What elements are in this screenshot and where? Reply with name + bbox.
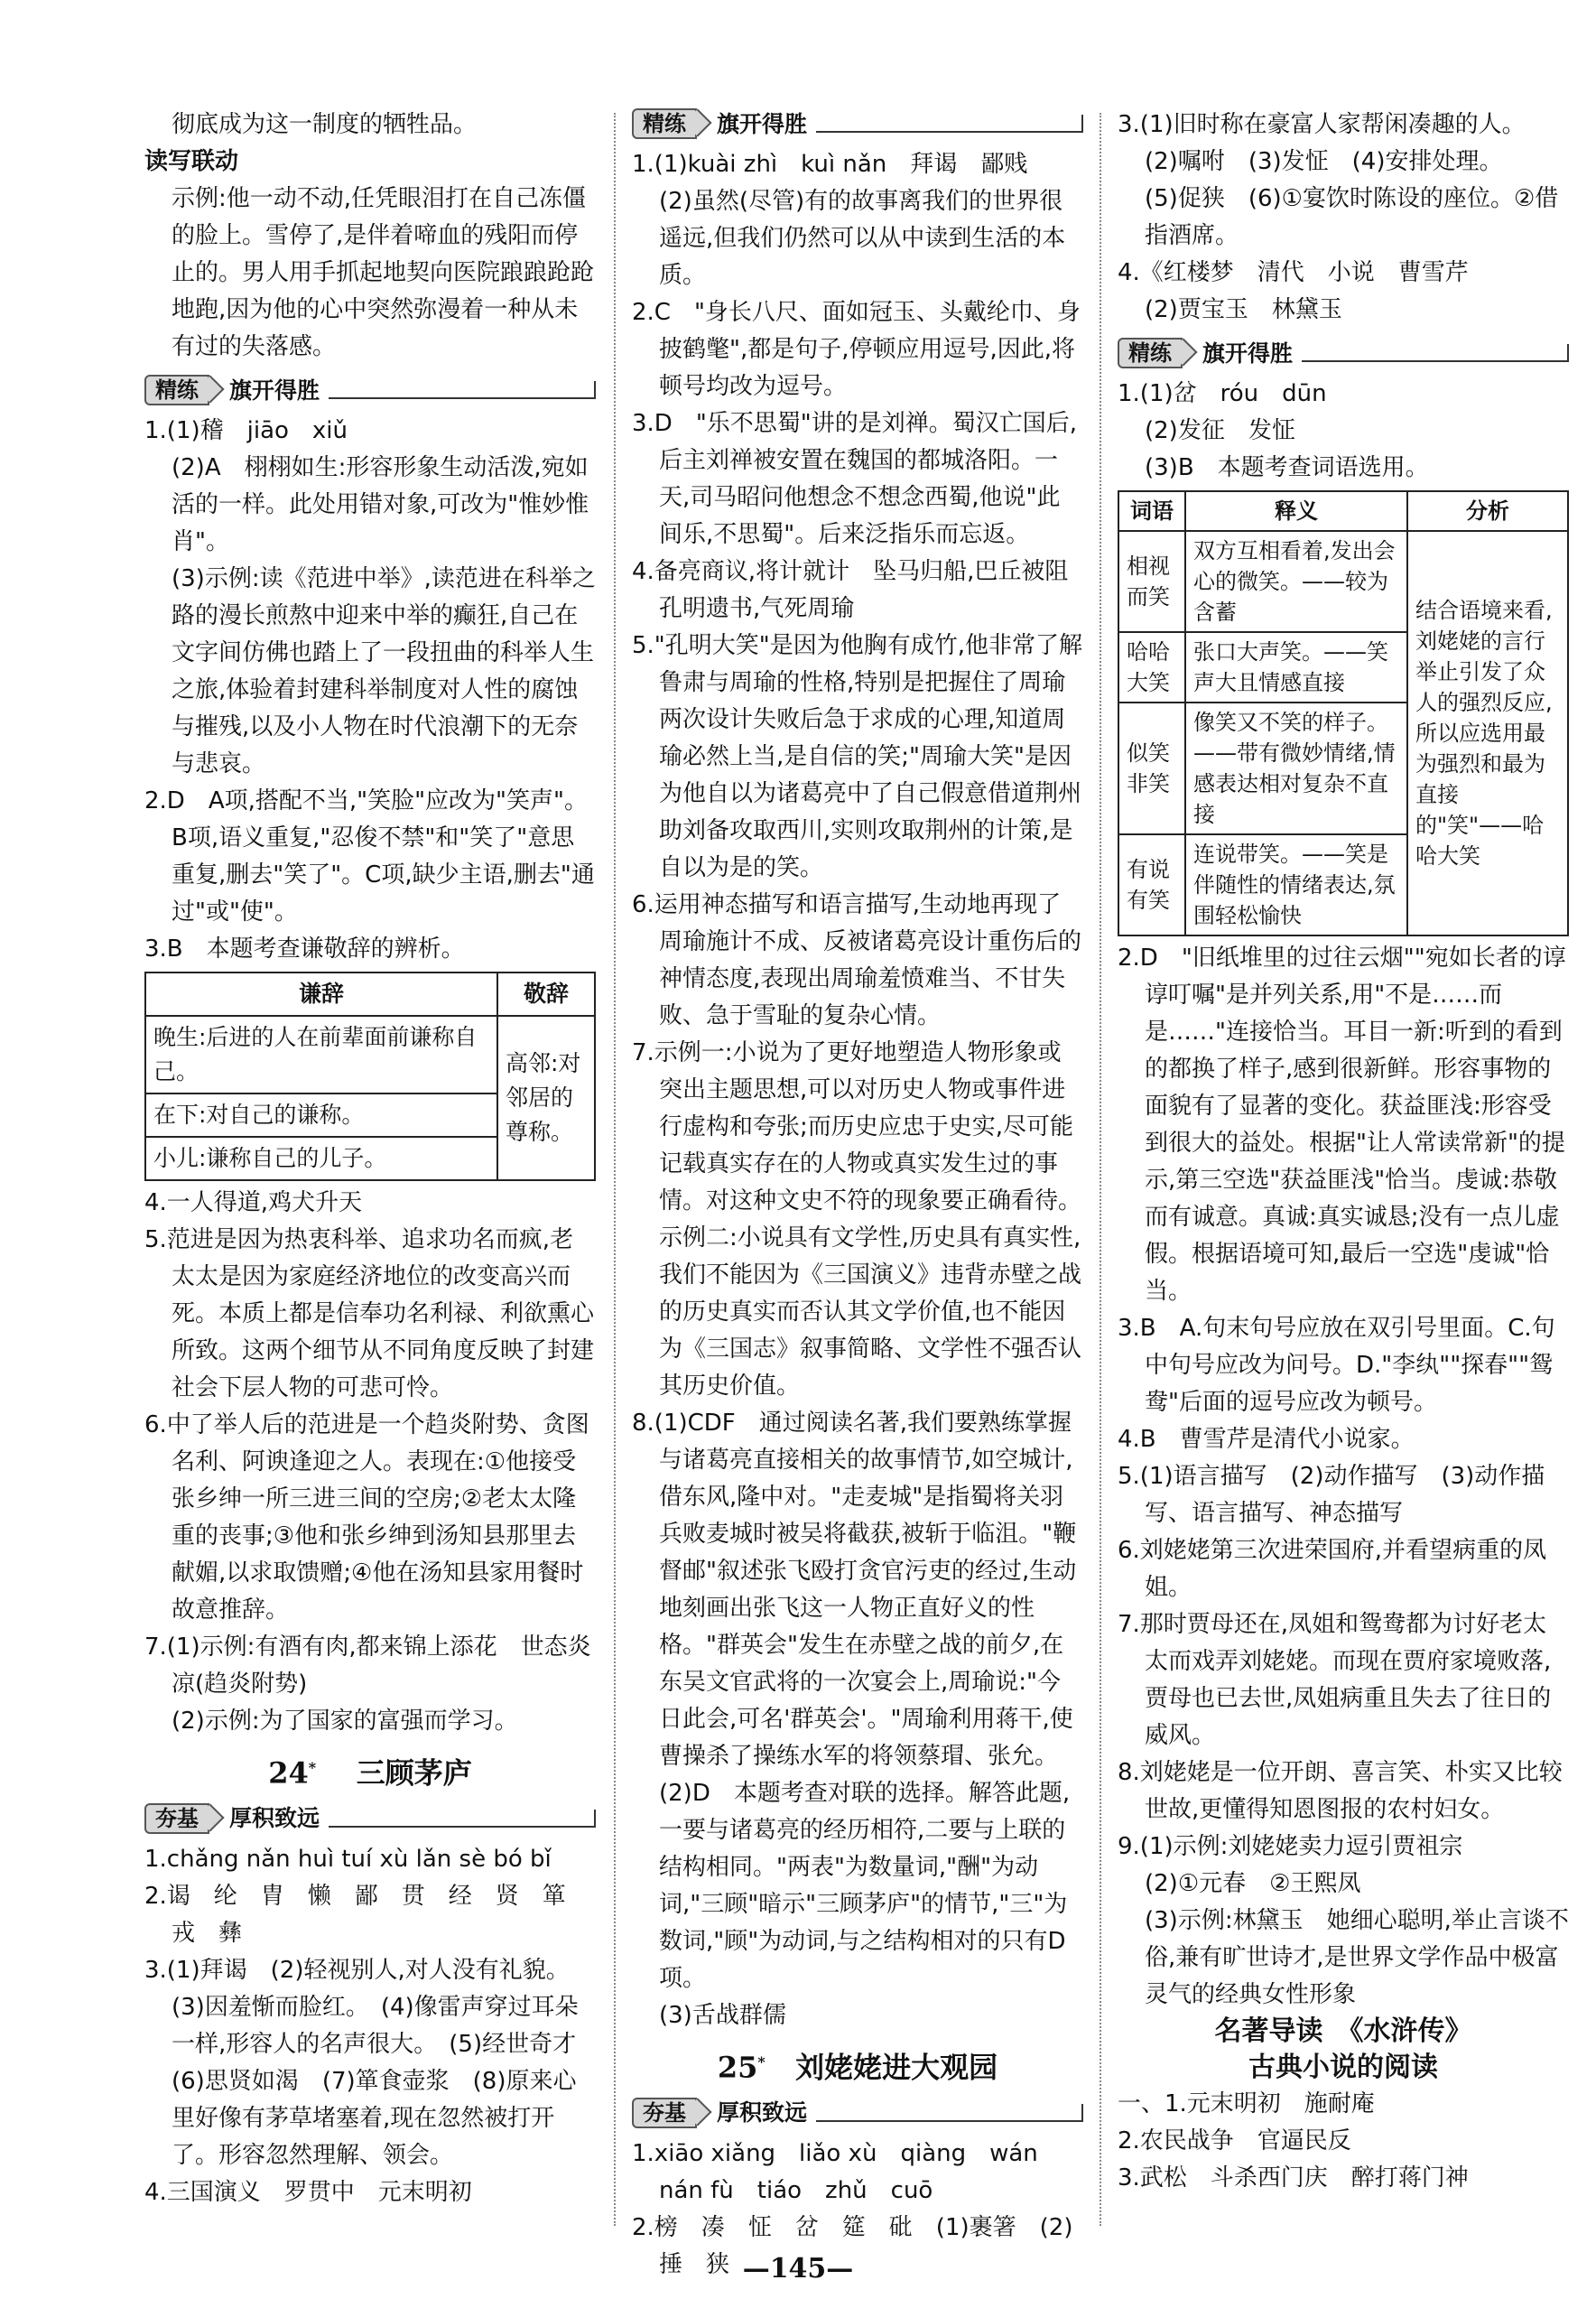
modest-respect-table <box>144 972 596 1181</box>
lesson-title: 24* 三顾茅庐 <box>268 1755 472 1791</box>
answer-item: 1.(1)稽 jiāo xiǔ <box>144 417 348 444</box>
table-cell: 结合语境来看,刘姥姥的言行举止引发了众人的强烈反应,所以应选用最为强烈和最为直接的"笑"——哈哈大笑 <box>1407 531 1568 935</box>
table-cell: 像笑又不笑的样子。——带有微妙情绪,情感表达相对复杂不直接 <box>1185 703 1407 834</box>
table-cell: 似笑非笑 <box>1118 703 1185 834</box>
banner-line <box>329 1810 596 1828</box>
answer-item: (2)①元春 ②王熙凤 <box>1145 1870 1361 1897</box>
table-cell: 张口大声笑。——笑声大且情感直接 <box>1185 632 1407 703</box>
answer-item: 4.一人得道,鸡犬升天 <box>144 1189 363 1216</box>
answer-item: 4.备亮商议,将计就计 坠马归船,巴丘被阻 孔明遗书,气死周瑜 <box>632 558 1092 622</box>
answer-item: (2)A 栩栩如生:形容形象生动活泼,宛如活的一样。此处用错对象,可改为"惟妙惟肖"。 <box>172 454 589 555</box>
table-header: 敬辞 <box>497 973 595 1016</box>
answer-item: 2.C "身长八尺、面如冠玉、头戴纶巾、身披鹤氅",都是句子,停顿应用逗号,因此,将顿号均改为逗号。 <box>632 299 1081 400</box>
answer-item: (2)D 本题考查对联的选择。解答此题,一要与诸葛亮的经历相符,二要与上联的结构相同。"两表"为数量词,"酬"为动词,"三顾"暗示"三顾茅庐"的情节,"三"为数词,"顾"为动词,与之结构相对的只有D项。 <box>659 1780 1071 1992</box>
banner-line <box>816 2104 1083 2122</box>
answer-item: 3.D "乐不思蜀"讲的是刘禅。蜀汉亡国后,后主刘禅被安置在魏国的都城洛阳。一天,司马昭问他想念不想念西蜀,他说"此间乐,不思蜀"。后来泛指乐而忘返。 <box>632 410 1078 548</box>
answer-item: (3)舌战群儒 <box>659 2002 786 2029</box>
section-banner <box>632 107 1083 141</box>
answer-item: (3)示例:林黛玉 她细心聪明,举止言谈不俗,兼有旷世诗才,是世界文学作品中极富灵气的经典女性形象 <box>1145 1907 1569 2008</box>
answer-item: (5)促狭 (6)①宴饮时陈设的座位。②借指酒席。 <box>1145 185 1559 249</box>
column-divider-1 <box>614 113 616 2226</box>
section-title: 读写联动 <box>144 148 239 175</box>
banner-text: 厚积致远 <box>717 2099 808 2127</box>
table-cell: 相视而笑 <box>1118 531 1185 632</box>
lesson-number: 24 <box>268 1755 309 1791</box>
answer-item: (2)贾宝玉 林黛玉 <box>1145 296 1342 323</box>
answer-item: 3.武松 斗杀西门庆 醉打蒋门神 <box>1118 2164 1469 2192</box>
section-banner <box>1118 336 1569 370</box>
answer-item: 4.B 曹雪芹是清代小说家。 <box>1118 1426 1415 1453</box>
answer-item: 1.xiāo xiǎng liǎo xù qiàng wán nán fù tiáo zhǔ cuō <box>632 2139 1038 2204</box>
answer-item: 5."孔明大笑"是因为他胸有成竹,他非常了解鲁肃与周瑜的性格,特别是把握住了周瑜两次设计失败后急于求成的心理,知道周瑜必然上当,是自信的笑;"周瑜大笑"是因为他自以为诸葛亮中了自己假意借道荆州助刘备攻取西川,实则攻取荆州的计策,是自以为是的笑。 <box>632 632 1082 881</box>
answer-item: 2.榜 凑 怔 岔 筵 砒 (1)裹箸 (2)捶 狭 <box>632 2213 1073 2278</box>
section-banner <box>144 373 596 407</box>
answer-item: 5.(1)语言描写 (2)动作描写 (3)动作描写、语言描写、神态描写 <box>1118 1463 1545 1527</box>
banner-text: 旗开得胜 <box>717 110 808 137</box>
table-cell: 哈哈大笑 <box>1118 632 1185 703</box>
answer-item: 一、1.元末明初 施耐庵 <box>1118 2090 1375 2117</box>
banner-tag: 夯基 <box>144 1803 209 1834</box>
table-cell: 双方互相看着,发出会心的微笑。——较为含蓄 <box>1185 531 1407 632</box>
banner-line <box>1302 344 1569 362</box>
lesson-name: 三顾茅庐 <box>356 1755 472 1791</box>
answer-item: 3.(1)拜谒 (2)轻视别人,对人没有礼貌。 (3)因羞惭而脸红。 (4)像雷声穿过耳朵一样,形容人的名声很大。 (5)经世奇才 (6)思贤如渴 (7)箪食壶浆 (8)原来心里好像有茅草堵塞着,现在忽然被打开了。形容忽然理解、领会。 <box>144 1956 600 2169</box>
table-cell: 小儿:谦称自己的儿子。 <box>145 1137 497 1180</box>
section-banner <box>144 1801 596 1836</box>
paragraph: 示例:他一动不动,任凭眼泪打在自己冻僵的脸上。雪停了,是伴着啼血的残阳而停止的。男人用手抓起地契向医院踉踉跄跄地跑,因为他的心中突然弥漫着一种从未有过的失落感。 <box>172 185 595 360</box>
banner-text: 旗开得胜 <box>229 377 320 404</box>
lesson-number: 25 <box>717 2050 758 2085</box>
lesson-title: 25* 刘姥姥进大观园 <box>717 2050 998 2085</box>
banner-text: 旗开得胜 <box>1202 340 1294 367</box>
table-cell: 高邻:对邻居的尊称。 <box>497 1016 595 1180</box>
table-header: 谦辞 <box>145 973 497 1016</box>
answer-item: 7.示例一:小说为了更好地塑造人物形象或突出主题思想,可以对历史人物或事件进行虚构和夸张;而历史应忠于史实,尽可能记载真实存在的人物或真实发生过的事情。对这种文史不符的现象要正确看待。 <box>632 1039 1082 1214</box>
answer-item: 1.chǎng nǎn huì tuí xù lǎn sè bó bǐ <box>144 1845 552 1873</box>
answer-item: 9.(1)示例:刘姥姥卖力逗引贾祖宗 <box>1118 1833 1463 1860</box>
banner-tag: 精练 <box>632 108 697 139</box>
table-cell: 连说带笑。——笑是伴随性的情绪表达,氛围轻松愉快 <box>1185 834 1407 935</box>
answer-item: 4.《红楼梦 清代 小说 曹雪芹 <box>1118 259 1469 286</box>
column-1 <box>144 107 600 2211</box>
table-header: 分析 <box>1407 491 1568 531</box>
table-cell: 有说有笑 <box>1118 834 1185 935</box>
table-cell: 在下:对自己的谦称。 <box>145 1094 497 1137</box>
table-cell: 晚生:后进的人在前辈面前谦称自己。 <box>145 1016 497 1094</box>
answer-item: 1.(1)岔 róu dūn <box>1118 380 1327 407</box>
answer-item: 1.(1)kuài zhì kuì nǎn 拜谒 鄙贱 <box>632 151 1028 178</box>
answer-item: 3.(1)旧时称在豪富人家帮闲凑趣的人。 <box>1118 111 1526 138</box>
answer-item: 2.谒 纶 胄 懒 鄙 贯 经 贤 箪 戎 彝 <box>144 1882 589 1947</box>
table-header: 释义 <box>1185 491 1407 531</box>
answer-item: 示例二:小说具有文学性,历史具有真实性,我们不能因为《三国演义》违背赤壁之战的历史真实而否认其文学价值,也不能因为《三国志》叙事简略、文学性不强否认其历史价值。 <box>659 1224 1082 1400</box>
answer-item: (2)发征 发怔 <box>1145 417 1295 444</box>
banner-tag: 夯基 <box>632 2098 697 2128</box>
answer-item: 4.三国演义 罗贯中 元末明初 <box>144 2178 472 2206</box>
banner-line <box>329 381 596 399</box>
banner-tag: 精练 <box>1118 338 1183 368</box>
column-divider-2 <box>1100 113 1101 2226</box>
column-3 <box>1118 107 1569 2197</box>
answer-item: 6.中了举人后的范进是一个趋炎附势、贪图名利、阿谀逢迎之人。表现在:①他接受张乡绅一所三进三间的空房;②老太太隆重的丧事;③他和张乡绅到汤知县那里去献媚,以求取馈赠;④他在汤知县家用餐时故意推辞。 <box>144 1411 589 1624</box>
column-2 <box>632 107 1092 2284</box>
answer-item: (2)示例:为了国家的富强而学习。 <box>172 1708 518 1735</box>
answer-item: 7.(1)示例:有酒有肉,都来锦上添花 世态炎凉(趋炎附势) <box>144 1633 591 1698</box>
answer-item: 2.D A项,搭配不当,"笑脸"应改为"笑声"。B项,语义重复,"忍俊不禁"和"笑了"意思重复,删去"笑了"。C项,缺少主语,删去"通过"或"使"。 <box>144 787 595 926</box>
answer-item: 6.运用神态描写和语言描写,生动地再现了周瑜施计不成、反被诸葛亮设计重伤后的神情态度,表现出周瑜羞愤难当、不甘失败、急于雪耻的复杂心情。 <box>632 891 1082 1029</box>
answer-item: 2.D "旧纸堆里的过往云烟""宛如长者的谆谆叮嘱"是并列关系,用"不是……而是……"连接恰当。耳目一新:听到的看到的都换了样子,感到很新鲜。形容事物的面貌有了显著的变化。获益匪浅:形容受到很大的益处。根据"让人常读常新"的提示,第三空选"获益匪浅"恰当。虔诚:恭敬而有诚意。真诚:真实诚恳;没有一点儿虚假。根据语境可知,最后一空选"虔诚"恰当。 <box>1118 945 1566 1305</box>
answer-item: (2)虽然(尽管)有的故事离我们的世界很遥远,但我们仍然可以从中读到生活的本质。 <box>659 188 1066 289</box>
answer-item: 6.刘姥姥第三次进荣国府,并看望病重的凤姐。 <box>1118 1537 1547 1601</box>
answer-item: 3.B 本题考查谦敬辞的辨析。 <box>144 935 465 963</box>
answer-item: 2.农民战争 官逼民反 <box>1118 2127 1351 2154</box>
answer-item: (3)示例:读《范进中举》,读范进在科举之路的漫长煎熬中迎来中举的癫狂,自己在文字间仿佛也踏上了一段扭曲的科举人生之旅,体验着封建科举制度对人性的腐蚀与摧残,以及小人物在时代浪潮下的无奈与悲哀。 <box>172 565 596 777</box>
answer-item: 7.那时贾母还在,凤姐和鸳鸯都为讨好老太太而戏弄刘姥姥。而现在贾府家境败落,贾母也已去世,凤姐病重且失去了往日的威风。 <box>1118 1611 1552 1749</box>
banner-line <box>816 115 1083 133</box>
answer-item: 8.(1)CDF 通过阅读名著,我们要熟练掌握与诸葛亮直接相关的故事情节,如空城计,借东风,隆中对。"走麦城"是指蜀将关羽兵败麦城时被吴将截获,被斩于临沮。"鞭督邮"叙述张飞殴打贪官污吏的经过,生动地刻画出张飞这一人物正直好义的性格。"群英会"发生在赤壁之战的前夕,在东吴文官武将的一次宴会上,周瑜说:"今日此会,可名'群英会'。"周瑜利用蒋干,使曹操杀了操练水军的将领蔡瑁、张允。 <box>632 1410 1077 1770</box>
table-header: 词语 <box>1118 491 1185 531</box>
answer-item: (2)嘱咐 (3)发怔 (4)安排处理。 <box>1145 148 1503 175</box>
banner-text: 厚积致远 <box>229 1805 320 1832</box>
classic-guide-title: 名著导读 《水浒传》 <box>1214 2015 1472 2047</box>
answer-item: 3.B A.句末句号应放在双引号里面。C.句中句号应改为问号。D."李纨""探春""鸳鸯"后面的逗号应改为顿号。 <box>1118 1315 1555 1416</box>
section-banner <box>632 2096 1083 2130</box>
answer-item: 8.刘姥姥是一位开朗、喜言笑、朴实又比较世故,更懂得知恩图报的农村妇女。 <box>1118 1759 1563 1823</box>
answer-item: 5.范进是因为热衷科举、追求功名而疯,老太太是因为家庭经济地位的改变高兴而死。本质上都是信奉功名利禄、利欲熏心所致。这两个细节从不同角度反映了封建社会下层人物的可悲可怜。 <box>144 1226 595 1401</box>
page-number: —145— <box>742 2253 854 2285</box>
classic-guide-subtitle: 古典小说的阅读 <box>1248 2052 1438 2083</box>
banner-tag: 精练 <box>144 375 209 405</box>
lesson-name: 刘姥姥进大观园 <box>795 2050 998 2085</box>
word-choice-table <box>1118 490 1569 936</box>
answer-item: (3)B 本题考查词语选用。 <box>1145 454 1429 481</box>
text-line: 彻底成为这一制度的牺牲品。 <box>172 111 478 138</box>
